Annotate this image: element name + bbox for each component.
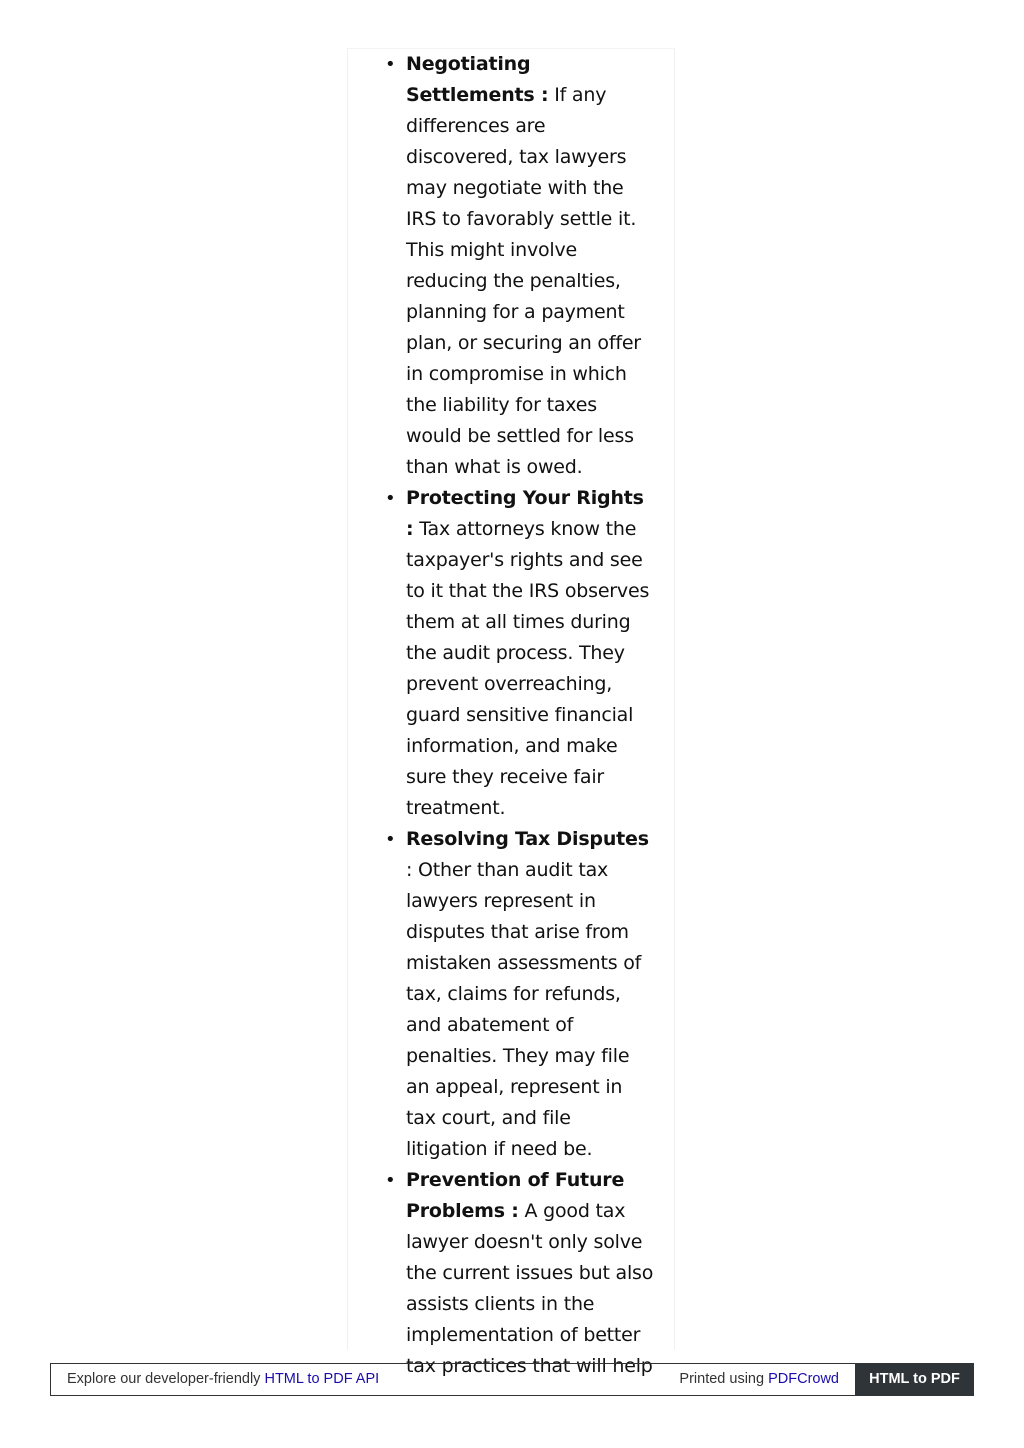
bullet-icon: • (385, 829, 396, 850)
list-item (385, 483, 656, 824)
bullet-icon: • (385, 1170, 396, 1191)
pdf-footer-bar (50, 1363, 974, 1396)
article-column (347, 48, 675, 1377)
list-item (385, 824, 656, 1165)
list-item (385, 49, 656, 483)
item-term: Protecting Your Rights : (406, 487, 644, 540)
list-item (385, 1165, 656, 1382)
item-text: Tax attorneys know the taxpayer's rights and see to it that the IRS observes them at all times during the audit process. They prevent overreaching, guard sensitive financial information, and make sure they receive fair treatment. (406, 518, 650, 819)
item-term: Negotiating Settlements : (406, 53, 549, 106)
pdfcrowd-link[interactable]: PDFCrowd (768, 1371, 839, 1387)
html-to-pdf-api-link[interactable]: HTML to PDF API (264, 1371, 380, 1387)
item-text: If any differences are discovered, tax lawyers may negotiate with the IRS to favorably settle it. This might involve reducing the penalties, planning for a payment plan, or securing an offer in compromise in which the liability for taxes would be settled for less than what is owed. (406, 84, 641, 478)
footer-promo-text: Explore our developer-friendly (67, 1371, 265, 1387)
footer-printed-by (679, 1371, 839, 1387)
footer-promo (67, 1371, 379, 1387)
item-text: A good tax lawyer doesn't only solve the current issues but also assists clients in the implementation of better tax practices that will help (406, 1200, 654, 1377)
item-term: Prevention of Future Problems : (406, 1169, 625, 1222)
footer-printed-text: Printed using (679, 1371, 769, 1387)
bullet-icon: • (385, 54, 396, 75)
bullet-icon: • (385, 488, 396, 509)
item-text: : Other than audit tax lawyers represent in disputes that arise from mistaken assessments of tax, claims for refunds, and abatement of penalties. They may file an appeal, represent in tax court, and file litigation if need be. (406, 859, 642, 1160)
benefits-list (385, 49, 656, 1382)
html-to-pdf-badge[interactable]: HTML to PDF (855, 1363, 974, 1396)
item-term: Resolving Tax Disputes (406, 828, 649, 850)
